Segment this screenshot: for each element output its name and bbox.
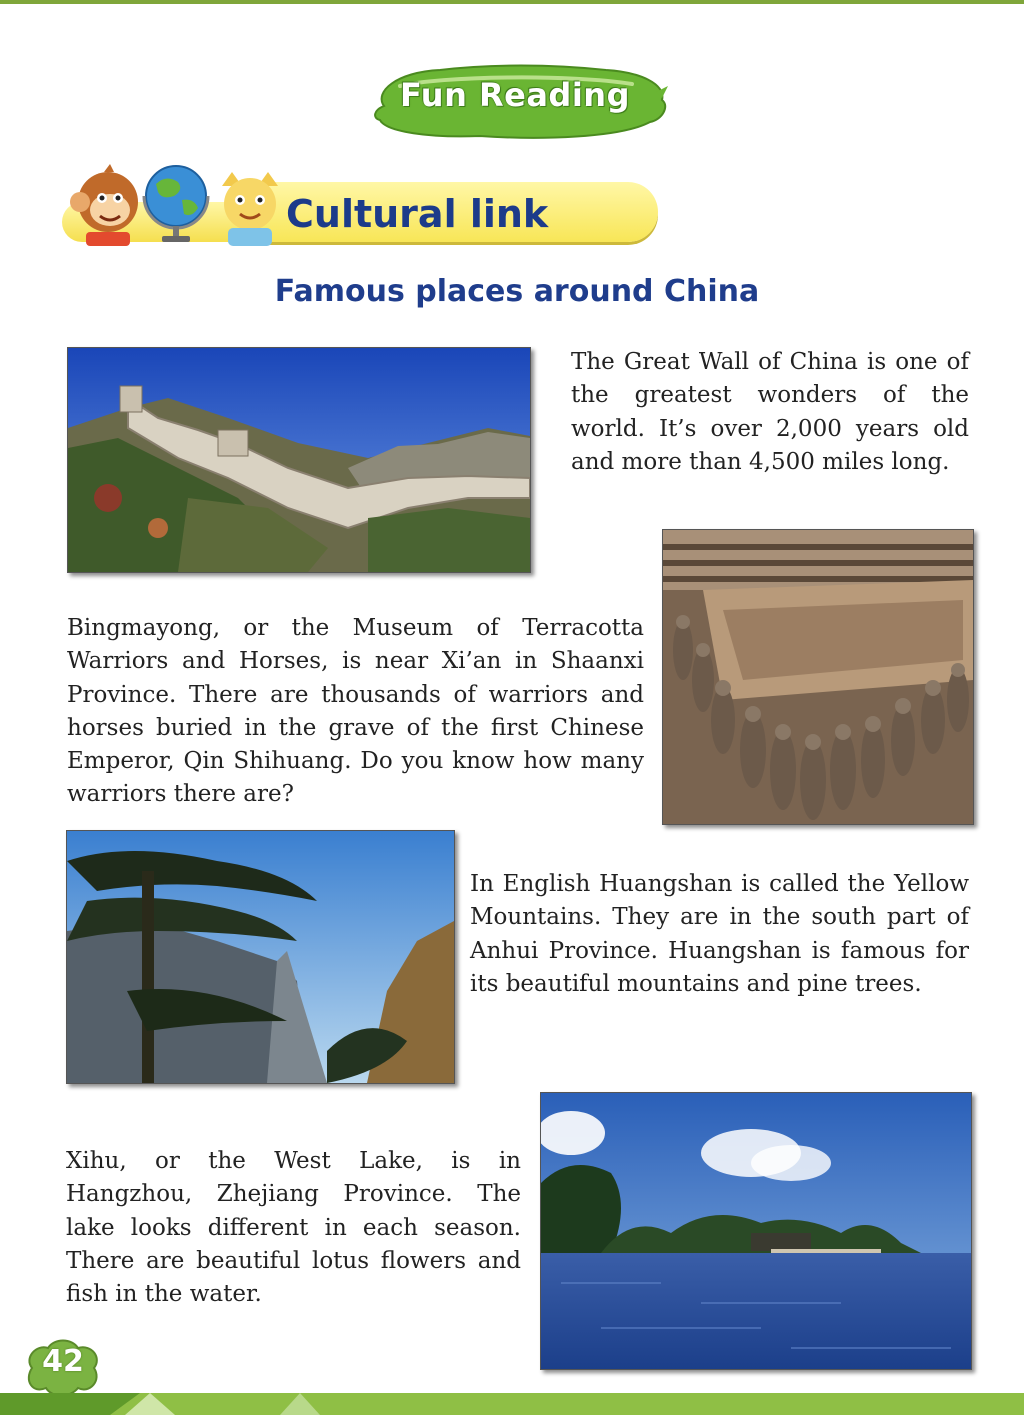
page-number-badge [22, 1338, 102, 1398]
cultural-link-banner [62, 156, 602, 248]
huangshan-photo [66, 830, 455, 1084]
fun-reading-title: Fun Reading [400, 76, 630, 114]
huangshan-text: In English Huangshan is called the Yellow Mountains. They are in the south part of Anhui Province. Huangshan is famous for its beautiful mountains and pine trees. [470, 871, 969, 997]
terracotta-warriors-photo [662, 529, 974, 825]
cat-mascot-icon [212, 170, 288, 248]
west-lake-text: Xihu, or the West Lake, is in Hangzhou, Zhejiang Province. The lake looks different in each season. There are beautiful lotus flowers and fish in the water. [66, 1148, 521, 1308]
great-wall-text: The Great Wall of China is one of the greatest wonders of the world. It’s over 2,000 years old and more than 4,500 miles long. [571, 349, 969, 475]
bingmayong-text: Bingmayong, or the Museum of Terracotta Warriors and Horses, is near Xi’an in Shaanxi Province. There are thousands of warriors and horses buried in the grave of the first Chinese Emperor, Qin Shihuang. Do you know how many warriors there are? [67, 615, 644, 808]
fun-reading-badge [370, 62, 670, 142]
cultural-link-title: Cultural link [286, 192, 549, 236]
page-subtitle: Famous places around China [274, 274, 760, 309]
top-border [0, 0, 1024, 4]
great-wall-photo [67, 347, 531, 573]
bottom-decorative-band [0, 1393, 1024, 1415]
globe-icon [136, 160, 216, 246]
page-number: 42 [42, 1344, 84, 1379]
west-lake-photo [540, 1092, 972, 1370]
